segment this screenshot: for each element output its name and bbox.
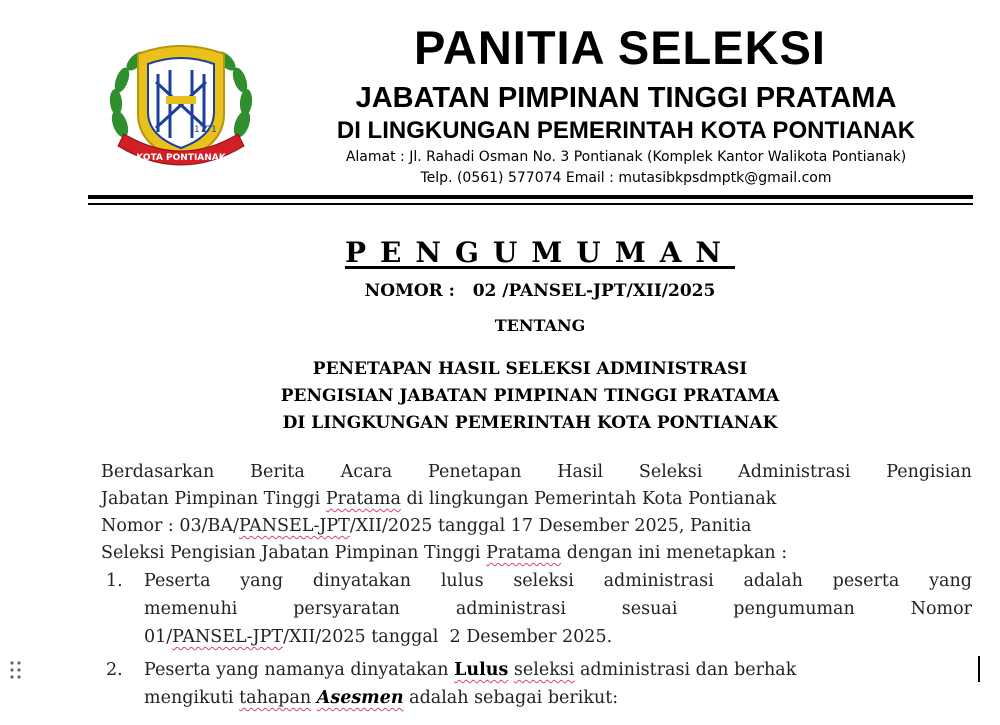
announcement-number: NOMOR : 02 /PANSEL-JPT/XII/2025 <box>364 281 716 301</box>
drag-handle-icon[interactable] <box>9 660 23 680</box>
logo-year: 1771 <box>194 125 217 135</box>
logo-banner-text: KOTA PONTIANAK <box>136 153 226 163</box>
list-item-1-line-3: 01/PANSEL-JPT/XII/2025 tanggal 2 Desember 2025. <box>144 627 613 647</box>
contact-line: Telp. (0561) 577074 Email : mutasibkpsdmptk@gmail.com <box>420 170 832 186</box>
intro-line-1: Berdasarkan Berita Acara Penetapan Hasil Seleksi Administrasi Pengisian <box>101 462 972 482</box>
list-item-2-line-2: mengikuti tahapan Asesmen adalah sebagai berikut: <box>144 688 619 708</box>
org-subtitle-1: JABATAN PIMPINAN TINGGI PRATAMA <box>355 82 897 114</box>
announcement-heading: PENGUMUMAN <box>344 236 736 269</box>
intro-line-3: Nomor : 03/BA/PANSEL-JPT/XII/2025 tanggal 17 Desember 2025, Panitia <box>101 516 752 536</box>
list-item-1-line-2: memenuhi persyaratan administrasi sesuai pengumuman Nomor <box>144 599 972 619</box>
org-title: PANITIA SELEKSI <box>414 21 826 74</box>
subject-line-3: DI LINGKUNGAN PEMERINTAH KOTA PONTIANAK <box>282 413 778 433</box>
kota-pontianak-logo <box>98 34 264 182</box>
list-item-2-line-1: Peserta yang namanya dinyatakan Lulus seleksi administrasi dan berhak <box>144 660 797 680</box>
letterhead-divider-thin <box>88 203 973 205</box>
subject-line-2: PENGISIAN JABATAN PIMPINAN TINGGI PRATAMA <box>280 386 780 406</box>
org-subtitle-2: DI LINGKUNGAN PEMERINTAH KOTA PONTIANAK <box>336 117 916 144</box>
intro-line-4: Seleksi Pengisian Jabatan Pimpinan Tinggi Pratama dengan ini menetapkan : <box>101 543 788 563</box>
subject-line-1: PENETAPAN HASIL SELEKSI ADMINISTRASI <box>312 359 748 379</box>
letterhead-divider-thick <box>88 195 973 199</box>
announcement-about-label: TENTANG <box>494 316 586 335</box>
list-item-1-number: 1. <box>106 571 123 591</box>
text-cursor <box>978 656 980 682</box>
list-item-2-number: 2. <box>106 660 123 680</box>
intro-line-2: Jabatan Pimpinan Tinggi Pratama di lingkungan Pemerintah Kota Pontianak <box>101 489 777 509</box>
address-line: Alamat : Jl. Rahadi Osman No. 3 Pontianak (Komplek Kantor Walikota Pontianak) <box>345 149 907 165</box>
list-item-1-line-1: Peserta yang dinyatakan lulus seleksi administrasi adalah peserta yang <box>144 571 972 591</box>
